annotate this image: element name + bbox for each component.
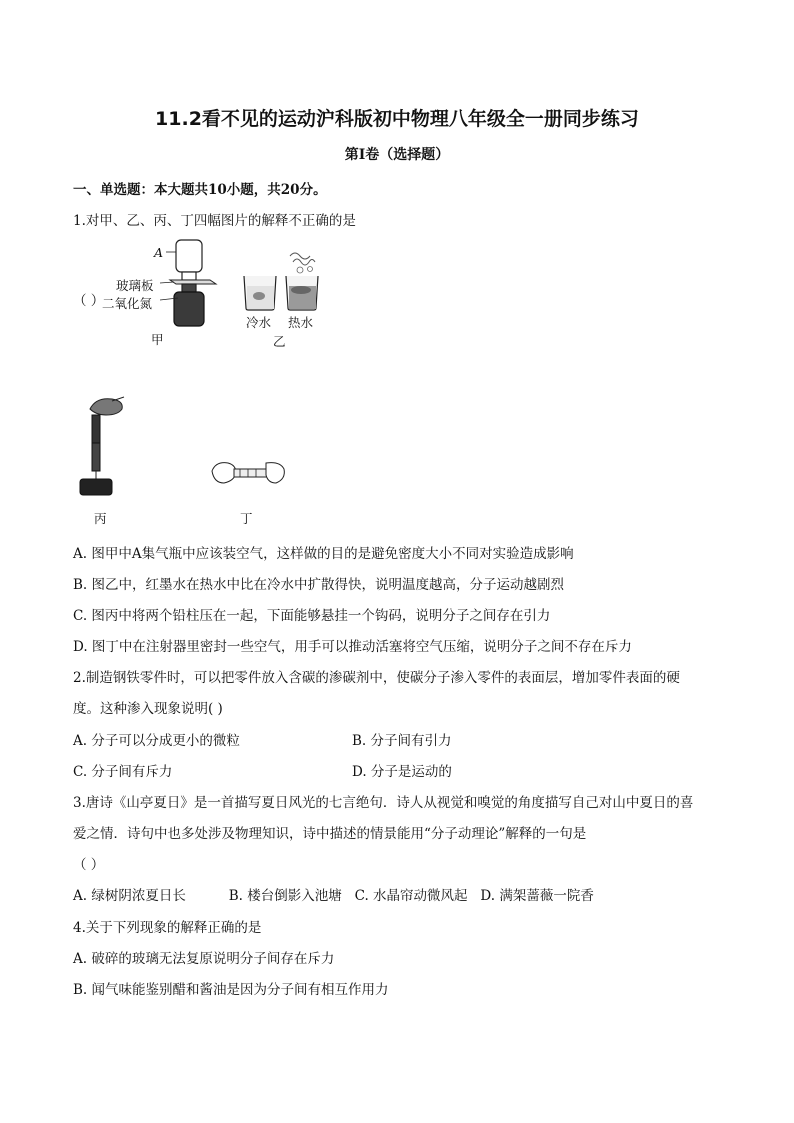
q2-stem-line1: 2.制造钢铁零件时，可以把零件放入含碳的渗碳剂中，使碳分子渗入零件的表面层，增加零件表面的硬	[73, 670, 680, 686]
beakers-drawing	[238, 250, 338, 312]
q3-stem-line2: 爱之情．诗句中也多处涉及物理知识，诗中描述的情景能用“分子动理论”解释的一句是	[73, 826, 587, 842]
gas-bottles-drawing	[96, 238, 226, 338]
q1-option-d[interactable]: D. 图丁中在注射器里密封一些空气，用手可以推动活塞将空气压缩，说明分子之间不存在斥力	[73, 639, 632, 655]
figure-yi-hot-label: 热水	[288, 315, 314, 330]
figure-bing	[72, 395, 142, 525]
q4-option-a[interactable]: A. 破碎的玻璃无法复原说明分子间存在斥力	[73, 951, 335, 967]
figure-ding	[210, 455, 290, 525]
q2-stem-line2: 度。这种渗入现象说明( )	[73, 701, 223, 717]
figure-jia-label-gas: 二氧化氮	[102, 296, 153, 311]
q2-option-b[interactable]: B. 分子间有引力	[352, 733, 452, 749]
q1-option-c[interactable]: C. 图丙中将两个铅柱压在一起，下面能够悬挂一个钩码，说明分子之间存在引力	[73, 608, 551, 624]
figure-jia-label-glass: 玻璃板	[116, 278, 154, 293]
q3-stem-line1: 3.唐诗《山亭夏日》是一首描写夏日风光的七言绝句．诗人从视觉和嗅觉的角度描写自己对山中夏日的喜	[73, 795, 694, 811]
figure-yi	[238, 250, 338, 350]
figure-yi-cold-label: 冷水	[246, 315, 272, 330]
figure-yi-caption: 乙	[273, 334, 286, 349]
q4-stem: 4.关于下列现象的解释正确的是	[73, 920, 262, 936]
q1-option-a[interactable]: A. 图甲中A集气瓶中应该装空气，这样做的目的是避免密度大小不同对实验造成影响	[73, 546, 574, 562]
q1-stem: 1.对甲、乙、丙、丁四幅图片的解释不正确的是	[73, 213, 356, 229]
figure-ding-caption: 丁	[240, 511, 253, 526]
figure-jia	[96, 238, 226, 348]
q3-options[interactable]: A. 绿树阴浓夏日长 B. 楼台倒影入池塘 C. 水晶帘动微风起 D. 满架蔷薇一院香	[73, 888, 594, 904]
q2-option-d[interactable]: D. 分子是运动的	[352, 764, 452, 780]
lead-cylinders-drawing	[72, 395, 142, 500]
figure-jia-caption: 甲	[151, 332, 164, 347]
page-title: 11.2看不见的运动沪科版初中物理八年级全一册同步练习	[155, 108, 639, 130]
syringe-drawing	[210, 455, 290, 495]
q1-option-b[interactable]: B. 图乙中，红墨水在热水中比在冷水中扩散得快，说明温度越高，分子运动越剧烈	[73, 577, 565, 593]
figure-jia-label-a: A	[154, 245, 164, 260]
section-heading: 一、单选题：本大题共10小题，共20分。	[73, 182, 327, 198]
figure-bing-caption: 丙	[94, 511, 107, 526]
q2-option-a[interactable]: A. 分子可以分成更小的微粒	[73, 733, 240, 749]
q2-option-c[interactable]: C. 分子间有斥力	[73, 764, 173, 780]
page-subtitle: 第I卷（选择题）	[344, 147, 450, 163]
q1-answer-paren: （ ）	[73, 293, 105, 309]
q4-option-b[interactable]: B. 闻气味能鉴别醋和酱油是因为分子间有相互作用力	[73, 982, 389, 998]
q3-answer-paren: （ ）	[73, 857, 105, 873]
